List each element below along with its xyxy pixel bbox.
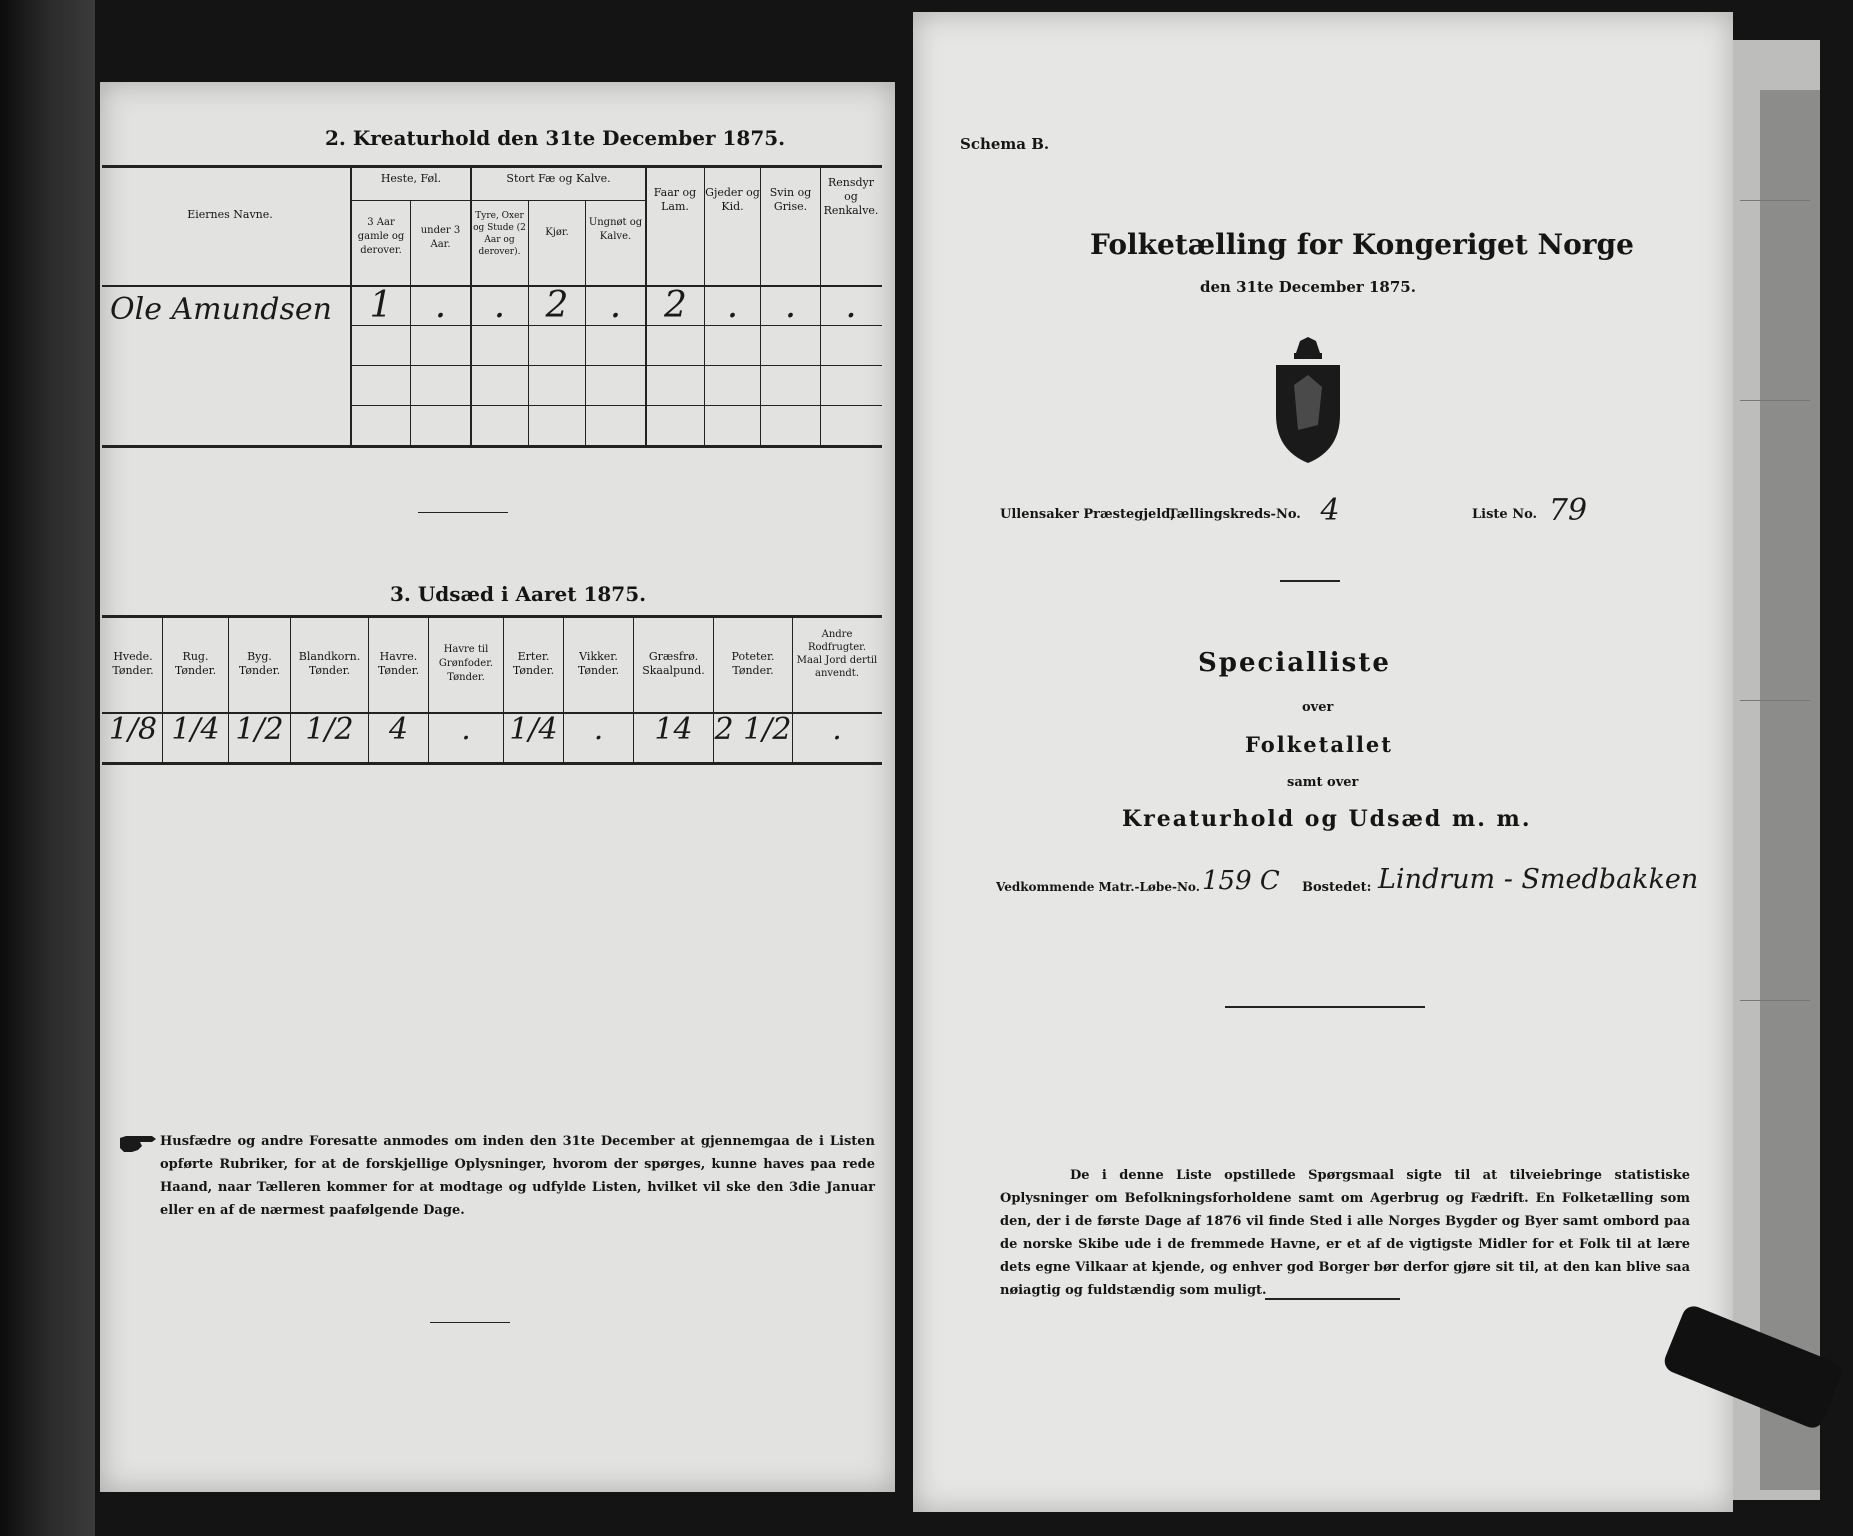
- header-byg: Byg. Tønder.: [238, 650, 281, 677]
- table-border: [102, 165, 882, 168]
- kreaturhold-heading: Kreaturhold og Udsæd m. m.: [1122, 806, 1532, 832]
- seed-cell: 1/2: [305, 712, 354, 747]
- ghost-line: [1740, 200, 1810, 201]
- table-border: [102, 615, 882, 618]
- header-rodfrugter: Andre Rodfrugter. Maal Jord dertil anvendt.: [796, 629, 878, 679]
- samt-over-text: samt over: [1287, 775, 1359, 790]
- header-erter: Erter. Tønder.: [512, 650, 555, 677]
- section2-title: 2. Kreaturhold den 31te December 1875.: [325, 126, 786, 150]
- coat-of-arms-icon: [1268, 335, 1348, 465]
- matr-number: 159 C: [1202, 866, 1280, 896]
- livestock-cell: .: [609, 285, 622, 326]
- list-number: 79: [1548, 493, 1588, 528]
- folketallet-heading: Folketallet: [1245, 732, 1393, 757]
- seed-cell: 14: [654, 712, 693, 747]
- header-vikker: Vikker. Tønder.: [577, 650, 620, 677]
- livestock-cell: .: [726, 285, 739, 326]
- header-gjeder: Gjeder og Kid.: [705, 186, 760, 213]
- separator: [430, 1322, 510, 1323]
- livestock-cell: .: [493, 285, 506, 326]
- bosted-value: Lindrum - Smedbakken: [1378, 864, 1699, 895]
- livestock-cell: 2: [664, 285, 687, 326]
- header-svin: Svin og Grise.: [769, 186, 812, 213]
- seed-cell: 1/8: [108, 712, 158, 747]
- schema-label: Schema B.: [960, 135, 1050, 153]
- header-heste: Heste, Føl.: [380, 172, 442, 185]
- table-border: [102, 762, 882, 765]
- livestock-cell: .: [434, 285, 447, 326]
- specialliste-heading: Specialliste: [1198, 648, 1391, 678]
- census-title: Folketælling for Kongeriget Norge: [1090, 228, 1634, 261]
- seed-cell: .: [832, 712, 842, 747]
- census-date: den 31te December 1875.: [1200, 278, 1416, 296]
- section3-title: 3. Udsæd i Aaret 1875.: [390, 582, 647, 606]
- separator: [418, 512, 508, 513]
- livestock-cell: .: [845, 285, 857, 326]
- header-storfe: Stort Fæ og Kalve.: [506, 172, 611, 185]
- header-havre-gronfoder: Havre til Grønfoder. Tønder.: [438, 644, 494, 683]
- header-blandkorn: Blandkorn. Tønder.: [298, 650, 361, 677]
- seed-cell: 1/2: [235, 712, 284, 747]
- scan-border: [0, 0, 95, 1536]
- seed-cell: .: [593, 712, 604, 747]
- seed-cell: 2 1/2: [714, 712, 792, 747]
- header-hvede: Hvede. Tønder.: [112, 650, 154, 677]
- ghost-line: [1740, 1000, 1810, 1001]
- explanatory-paragraph: De i denne Liste opstillede Spørgsmaal sigte til at tilveiebringe statistiske Oplysninger om Befolkningsforholdene samt om Agerbrug og Fædrift. En Folketælling som den, der i de første Dage af 1876 vil finde Sted i alle Norges Bygder og Byer samt ombord paa de norske Skibe ude i de fremmede Havne, er et af de vigtigste Midler for et Folk til at lære dets egne Vilkaar at kjende, og enhver god Borger bør derfor gjøre sit til, at den kan blive saa nøiagtig og fuldstændig som muligt.: [1000, 1168, 1690, 1298]
- circuit-number: 4: [1320, 493, 1340, 528]
- parish-label: Ullensaker Præstegjeld,: [1000, 507, 1175, 522]
- seed-cell: 1/4: [171, 712, 220, 747]
- seed-cell: .: [461, 712, 471, 747]
- ghost-line: [1740, 700, 1810, 701]
- table-subheader-line: [470, 200, 645, 201]
- header-owner: Eiernes Navne.: [187, 208, 273, 221]
- separator: [1280, 580, 1340, 582]
- header-storfe-ungnot: Ungnøt og Kalve.: [588, 217, 643, 242]
- header-faar: Faar og Lam.: [653, 186, 697, 213]
- livestock-cell: 2: [545, 285, 569, 326]
- over-text: over: [1302, 700, 1334, 715]
- header-graesfro: Græsfrø. Skaalpund.: [642, 650, 705, 677]
- table-row-line: [350, 365, 882, 366]
- pointing-hand-icon: [118, 1130, 158, 1156]
- header-havre: Havre. Tønder.: [377, 650, 420, 677]
- separator: [1265, 1298, 1400, 1300]
- seed-cell: 1/4: [509, 712, 558, 747]
- matr-label: Vedkommende Matr.-Løbe-No.: [996, 880, 1200, 894]
- table-row-line: [350, 405, 882, 406]
- notice-text: Husfædre og andre Foresatte anmodes om inden den 31te December at gjennemgaa de i Listen opførte Rubriker, for at de forskjellige Oplysninger, hvorom der spørges, kunne haves paa rede Haand, naar Tælleren kommer for at modtage og udfylde Listen, hvilket vil ske den 3die Januar eller en af de nærmest paafølgende Dage.: [160, 1134, 875, 1218]
- ghost-line: [1740, 400, 1810, 401]
- seed-cell: 4: [388, 712, 409, 747]
- header-storfe-kjor: Kjør.: [545, 227, 569, 238]
- separator: [1225, 1006, 1425, 1008]
- header-heste-old: 3 Aar gamle og derover.: [357, 217, 405, 256]
- livestock-cell: .: [784, 285, 797, 326]
- header-heste-young: under 3 Aar.: [420, 225, 461, 250]
- header-rug: Rug. Tønder.: [174, 650, 217, 677]
- bosted-label: Bostedet:: [1302, 880, 1372, 895]
- underlying-pages-shadow: [1760, 90, 1820, 1490]
- header-rensdyr: Rensdyr og Renkalve.: [823, 176, 879, 217]
- header-storfe-tyre: Tyre, Oxer og Stude (2 Aar og derover).: [473, 211, 526, 257]
- circuit-label: Tællingskreds-No.: [1168, 507, 1301, 522]
- list-label: Liste No.: [1472, 507, 1538, 522]
- owner-name-cell: Ole Amundsen: [110, 292, 332, 327]
- table-border: [102, 445, 882, 448]
- livestock-cell: 1: [369, 285, 393, 326]
- header-poteter: Poteter. Tønder.: [731, 650, 775, 677]
